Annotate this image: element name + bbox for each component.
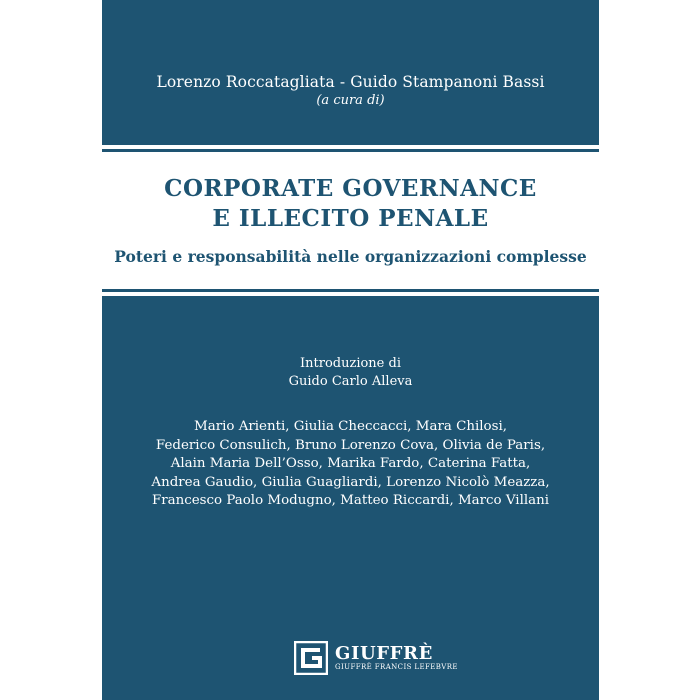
contributors-line: Francesco Paolo Modugno, Matteo Riccardi, Marco Villani — [151, 493, 550, 508]
editors-line: Lorenzo Roccatagliata - Guido Stampanoni Bassi — [156, 73, 545, 91]
contributors-list — [102, 418, 599, 511]
title-line-2: E ILLECITO PENALE — [212, 205, 489, 232]
contributors-line: Federico Consulich, Bruno Lorenzo Cova, Olivia de Paris, — [155, 437, 546, 453]
editor-note: (a cura di) — [316, 93, 385, 108]
publisher-name: GIUFFRÈ — [335, 642, 433, 664]
publisher-logo — [294, 638, 458, 678]
publisher-tagline: GIUFFRÈ FRANCIS LEFEBVRE — [335, 662, 458, 671]
introduction-label: Introduzione di — [300, 356, 401, 371]
book-cover — [102, 0, 599, 700]
contributors-line: Alain Maria Dell’Osso, Marika Fardo, Caterina Fatta, — [170, 456, 531, 471]
publisher-logo-icon — [294, 641, 328, 675]
introduction-author: Guido Carlo Alleva — [288, 374, 413, 389]
title-line-1: CORPORATE GOVERNANCE — [164, 175, 537, 202]
subtitle: Poteri e responsabilità nelle organizzazioni complesse — [114, 247, 587, 266]
contributors-line: Andrea Gaudio, Giulia Guagliardi, Lorenzo Nicolò Meazza, — [151, 474, 550, 490]
top-divider-stripe — [102, 145, 599, 149]
bottom-divider-stripe — [102, 292, 599, 296]
contributors-line: Mario Arienti, Giulia Checcacci, Mara Chilosi, — [194, 419, 507, 434]
